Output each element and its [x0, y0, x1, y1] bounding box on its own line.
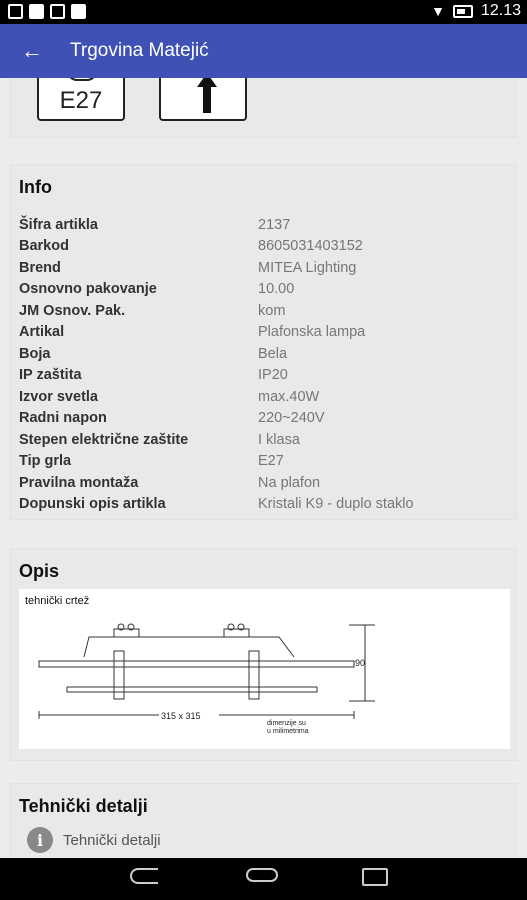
status-right — [431, 2, 521, 20]
nav-home-button[interactable] — [246, 868, 282, 890]
info-value: kom — [258, 302, 286, 319]
info-label: Tip grla — [19, 453, 72, 470]
battery-icon — [453, 5, 473, 18]
arrow-up-stem — [203, 85, 211, 113]
info-label: Šifra artikla — [19, 216, 98, 233]
info-row — [11, 365, 516, 387]
dimension-width: 315 x 315 — [161, 711, 201, 721]
nav-recents-button[interactable] — [362, 868, 398, 890]
description-card — [10, 548, 517, 761]
drawing-caption: tehnički crtež — [25, 595, 90, 607]
info-value: Na plafon — [258, 474, 321, 491]
app-bar — [0, 24, 527, 78]
scroll-content[interactable] — [0, 78, 527, 858]
info-value: I klasa — [258, 431, 300, 448]
info-label: Pravilna montaža — [19, 474, 139, 491]
info-label: Dopunski opis artikla — [19, 496, 166, 513]
info-row — [11, 494, 516, 516]
info-row — [11, 300, 516, 322]
info-value: Kristali K9 - duplo staklo — [258, 496, 414, 513]
info-row — [11, 214, 516, 236]
info-value: 8605031403152 — [258, 238, 363, 255]
technical-details-card — [10, 783, 517, 858]
info-icon: i — [27, 827, 53, 853]
image-icon — [29, 4, 44, 19]
mounting-direction-badge — [159, 78, 247, 121]
info-label: Barkod — [19, 238, 69, 255]
dimension-height: 90 — [355, 658, 366, 668]
info-row — [11, 451, 516, 473]
info-value: MITEA Lighting — [258, 259, 357, 276]
info-label: Brend — [19, 259, 61, 276]
gallery-icon — [8, 4, 23, 19]
info-label: JM Osnov. Pak. — [19, 302, 126, 319]
nav-back-icon — [130, 868, 158, 884]
back-button[interactable] — [0, 24, 64, 78]
info-row — [11, 429, 516, 451]
info-row — [11, 322, 516, 344]
info-label: Artikal — [19, 324, 65, 341]
info-row — [11, 408, 516, 430]
status-bar — [0, 0, 527, 24]
nav-home-icon — [246, 868, 278, 882]
nav-back-button[interactable] — [130, 868, 166, 890]
dimension-note-1: dimenzije su — [267, 720, 306, 727]
technical-drawing — [19, 589, 510, 749]
info-label: Boja — [19, 345, 51, 362]
info-value: Plafonska lampa — [258, 324, 366, 341]
page-title: Trgovina Matejić — [70, 40, 209, 61]
nav-recents-icon — [362, 868, 388, 886]
info-row — [11, 257, 516, 279]
description-heading: Opis — [19, 561, 60, 581]
info-label: Izvor svetla — [19, 388, 98, 405]
info-row — [11, 236, 516, 258]
mail-icon — [50, 4, 65, 19]
technical-details-label: Tehnički detalji — [63, 831, 161, 849]
technical-details-item[interactable] — [27, 827, 516, 853]
info-label: Osnovno pakovanje — [19, 281, 157, 298]
info-heading: Info — [19, 177, 52, 197]
info-value: E27 — [258, 453, 284, 470]
info-value: 10.00 — [258, 281, 295, 298]
notification-icons — [8, 4, 86, 19]
info-value: IP20 — [258, 367, 288, 384]
technical-details-heading: Tehnički detalji — [19, 796, 148, 816]
info-label: Radni napon — [19, 410, 107, 427]
feature-icons-card — [10, 78, 517, 138]
info-label: Stepen električne zaštite — [19, 431, 189, 448]
info-value: max.40W — [258, 388, 320, 405]
info-label: IP zaštita — [19, 367, 82, 384]
info-row — [11, 343, 516, 365]
info-row — [11, 472, 516, 494]
info-row — [11, 279, 516, 301]
dimension-note-2: u milimetrima — [267, 728, 309, 735]
info-table — [11, 214, 516, 515]
info-value: 2137 — [258, 216, 291, 233]
arrow-back-icon: ← — [21, 38, 43, 63]
bulb-icon — [67, 78, 97, 81]
clock: 12.13 — [480, 2, 521, 19]
info-value: 220~240V — [258, 410, 325, 427]
lamp-drawing — [19, 589, 510, 749]
system-nav-bar — [0, 858, 527, 900]
wifi-icon: ▼ — [431, 3, 445, 19]
info-row — [11, 386, 516, 408]
store-icon — [71, 4, 86, 19]
socket-type-badge — [37, 78, 125, 121]
info-value: Bela — [258, 345, 288, 362]
info-card — [10, 164, 517, 520]
socket-type-label: E27 — [59, 87, 103, 114]
